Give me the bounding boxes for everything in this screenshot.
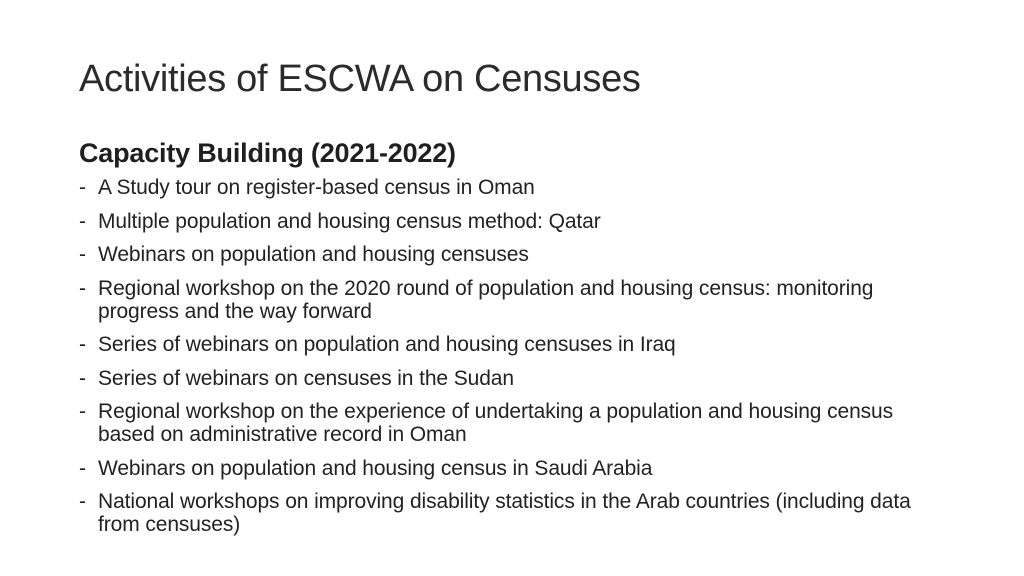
- list-item-text: National workshops on improving disability statistics in the Arab countries (including data from censuses): [98, 490, 911, 536]
- list-item: [79, 400, 949, 446]
- list-item-text: A Study tour on register-based census in Oman: [98, 176, 535, 199]
- bullet-dash: -: [79, 456, 86, 480]
- bullet-dash: -: [79, 333, 86, 356]
- list-item-text: Webinars on population and housing census in Saudi Arabia: [98, 456, 653, 480]
- list-item-text: Regional workshop on the experience of undertaking a population and housing census based on administrative record in Oman: [98, 400, 894, 446]
- list-item: [79, 457, 949, 480]
- list-item-text: Series of webinars on population and housing censuses in Iraq: [98, 333, 676, 356]
- list-item: [79, 210, 949, 233]
- bullet-dash: -: [79, 276, 86, 300]
- list-item: [79, 277, 949, 323]
- slide-title: Activities of ESCWA on Censuses: [79, 58, 641, 100]
- list-item: [79, 367, 949, 390]
- bullet-dash: -: [79, 209, 86, 233]
- list-item-text: Series of webinars on censuses in the Sudan: [98, 366, 514, 390]
- slide-content: [79, 134, 949, 547]
- bullet-dash: -: [79, 366, 86, 390]
- list-item: [79, 176, 949, 199]
- section-heading: Capacity Building (2021-2022): [79, 138, 456, 168]
- list-item-text: Regional workshop on the 2020 round of population and housing census: monitoring progress and the way forward: [98, 276, 874, 323]
- list-item-text: Multiple population and housing census method: Qatar: [98, 209, 601, 233]
- list-item-text: Webinars on population and housing censuses: [98, 243, 529, 266]
- activity-list: [79, 176, 949, 536]
- bullet-dash: -: [79, 400, 86, 423]
- bullet-dash: -: [79, 176, 86, 199]
- bullet-dash: -: [79, 243, 86, 266]
- list-item: [79, 490, 949, 536]
- list-item: [79, 333, 949, 356]
- bullet-dash: -: [79, 490, 86, 513]
- list-item: [79, 243, 949, 266]
